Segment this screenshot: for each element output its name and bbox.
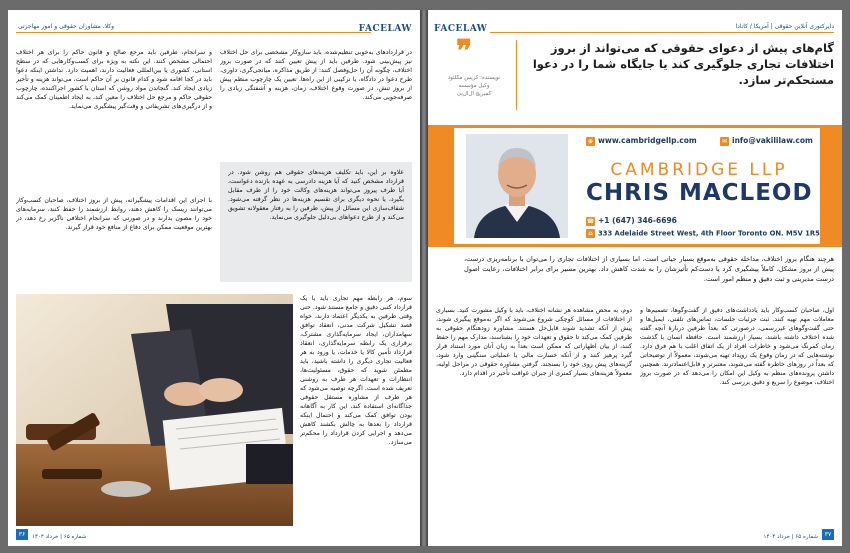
ad-email[interactable]: info@vakililaw.com [732,136,813,145]
phone-icon: ☎ [586,217,595,225]
ad-card [454,128,820,244]
court-gavel-photo [16,294,293,526]
lawyer-portrait [466,134,568,238]
article-title: گام‌های پیش از دعوای حقوقی که می‌تواند از بروز اختلافات تجاری جلوگیری کند یا جایگاه شما را در دعوا مستحکم‌تر سازد. [532,41,834,87]
ad-phone[interactable]: +1 (647) 346-6696 [598,216,677,225]
mail-icon: ✉ [721,137,728,145]
footer-issue: شماره ۶۵ | خرداد ۱۴۰۴ [763,534,818,540]
email-row [720,136,813,146]
ad-firm-name: CAMBRIDGE LLP [610,160,788,180]
court-gavel-illustration [16,294,293,526]
header-rule [16,32,371,33]
header-brand: FACELAW [358,24,412,34]
highlight-box-text: علاوه بر این، باید تکلیف هزینه‌های حقوقی هم روشن شود. در قرارداد مشخص کنید که آیا هزینه دادرسی به عهده بازنده دعواست، آیا طرف پیروز می‌تواند هزینه‌های وکالت خود را از طرف مقابل بگیرد، یا نحوه دیگری برای تقسیم هزینه‌ها در نظر گرفته می‌شود. شفاف‌سازی این مسائل از پیش، طرفین را به رفتار معقولانه تشویق می‌کند و از طرح دعواهای بی‌دلیل جلوگیری می‌نماید. [228,169,404,221]
article-column-second: دوم، به محض مشاهده هر نشانه اختلاف، باید با وکیل مشورت کنید. بسیاری از اختلافات از مسائل کوچکی شروع می‌شوند که اگر به‌موقع پیگیری شوند، پیش از آنکه تشدید شوند قابل‌حل هستند. مشاوره زودهنگام حقوقی به طرفین کمک می‌کند تا حقوق و تعهدات خود را بشناسند، مدارک مهم را حفظ کنند، از بیان اظهاراتی که ممکن است بعداً به زیان آنان مورد استناد قرار گیرد پرهیز کنند و از آنکه خسارت مالی یا عملیاتی سنگینی وارد شود، گزینه‌های پیش روی خود را بسنجند. گرفتن مشاوره حقوقی در مراحل اولیه، معمولاً هزینه‌های بسیار کمتری از جبران عواقب تأخیر در اقدام دارد. [436,307,632,377]
article-intro: هرچند هنگام بروز اختلاف، مداخله حقوقی به‌موقع بسیار حیاتی است، اما بسیاری از اختلافات تجاری را می‌توان با برنامه‌ریزی درست، پیش از بروز مشکل، کاملاً پیشگیری کرد یا دست‌کم تأثیرشان را به شدت کاهش داد. بهترین مسیر برای برابر اختلافات، رعایت اصول درست مدیریتی و ثبت دقیق و منظم امور است. [464,255,834,283]
author-firm: کمبریج ال‌ال‌پی [456,91,492,97]
page-number: ۳۷ [822,529,834,540]
left-page [8,10,420,546]
article-column-right-top: در قراردادهای به‌خوبی تنظیم‌شده، باید سازوکار مشخصی برای حل اختلاف نیز پیش‌بینی شود. طرفین باید از پیش تعیین کنند که در صورت بروز اختلاف، چگونه آن را حل‌وفصل کنند: از طریق مذاکره، میانجی‌گری، داوری، طرح دعوا در دادگاه، یا ترکیبی از این راه‌ها. تعیین یک چارچوب منظم پیش از بروز تنش، در صورت وقوع اختلاف، زمان، هزینه و آشفتگی زیادی را صرفه‌جویی می‌کند. [220,49,412,101]
header-section-label: دایرکتوری آنلاین حقوقی | آمریکا / کانادا [735,23,834,30]
author-role: وکیل مؤسسه [458,83,490,89]
portrait-illustration [466,134,568,238]
ad-address: 333 Adelaide Street West, 4th Floor Toronto ON. M5V 1R5 [598,229,820,238]
highlight-box [220,162,412,282]
article-column-first: اول، صاحبان کسب‌وکار باید یادداشت‌های دقیق از گفت‌وگوها، تصمیم‌ها و معاملات مهم تهیه کنند. ثبت جزئیات جلسات، تماس‌های تلفنی، ایمیل‌ها و حتی گفت‌وگوهای غیررسمی، درصورتی که بعداً طرفین دربارهٔ آنچه گفته شده اختلاف داشته باشند، بسیار ارزشمند است. حافظه انسان با گذشت زمان کمرنگ می‌شود و خاطرات افراد از یک اتفاق اغلب با هم فرق دارد. نوشته‌هایی که در زمان وقوع یک رویداد تهیه می‌شوند، معمولاً از توضیحاتی که بعداً در روزهای خاطره گفته می‌شوند، معتبرتر و قابل‌اعتمادترند. همچنین داشتن پرونده‌های منظم به وکیل این امکان را می‌دهد که در صورت بروز اختلاف، موضوع را سریع و دقیق بررسی کند. [640,307,834,386]
quote-divider [516,40,517,110]
magazine-spine [420,10,428,546]
right-page [428,10,842,546]
article-column-photo-side: سوم، هر رابطه مهم تجاری باید با یک قرارداد کتبی دقیق و جامع مستند شود. حتی وقتی طرفین به یکدیگر اعتماد دارند، خواه قصد تشکیل شرکت مدنی، انعقاد توافق سهامداران، ایجاد سرمایه‌گذاری مشترک، برقراری یک رابطه سرمایه‌گذاری، انعقاد قرارداد تأمین کالا یا خدمات، یا ورود به هر فعالیت تجاری دیگری را داشته باشید، باید مطمئن شوید که حقوق، مسئولیت‌ها، انتظارات و تعهدات هر طرف به روشنی تعریف شده است. اگرچه توصیه می‌شود که هر طرف از مشاوره مستقل حقوقی جداگانه‌ای استفاده کند، این کار به آگاهانه بودن توافق کمک می‌کند و احتمال اینکه قرارداد را بعدها به چالش بکشند کاهش می‌دهد و اجرایی کردن قرارداد را محکم‌تر می‌سازد. [300,295,412,446]
address-row [586,229,820,238]
footer-issue: شماره ۶۵ | خرداد ۱۴۰۴ [32,534,87,540]
ad-website[interactable]: www.cambridgellp.com [598,136,697,145]
author-name: نویسنده: کریس مکلئود [447,75,501,81]
article-column-left-top: و سرانجام، طرفین باید مرجع صالح و قانون حاکم را برای هر اختلاف احتمالی مشخص کنند. این نکته به ویژه برای کسب‌وکارهایی که در سطح استانی، کشوری یا بین‌المللی فعالیت دارند، اهمیت دارد. نداشتن اینکه دعوا باید در کجا اقامه شود و کدام قانون بر آن حاکم است، می‌تواند هزینه و تأخیر زیادی ایجاد کند. گنجاندن مواد روشن که استان یا کشور اجراکننده، چارچوب حقوقی حاکم و مرجع حل اختلاف را معین کند، به ایجاد اطمینان کمک می‌کند و از درگیری‌های تشریفاتی و وقت‌گیر پیشگیری می‌نماید. [16,49,212,110]
header-brand: FACELAW [434,24,488,34]
website-row [586,136,697,146]
location-icon: ⌂ [586,229,595,238]
header-rule [490,32,834,33]
phone-row [586,216,677,226]
article-column-left-bottom: با اجرای این اقدامات پیشگیرانه، پیش از بروز اختلاف، صاحبان کسب‌وکار می‌توانند ریسک را کاهش دهند، روابط ارزشمند را حفظ کنند، سرمایه‌های خود را مصون بدارند و در صورتی که سرانجام اختلافی ناگزیر رخ دهد، در بهترین موقعیت ممکن برای دفاع از منافع خود قرار گیرند. [16,197,212,231]
quote-mark-icon: ❞ [456,34,473,69]
globe-icon: ⊕ [587,137,594,145]
author-credit [438,74,510,98]
header-section-label: وکلا، مشاوران حقوقی و امور مهاجرتی [18,23,115,30]
ad-lawyer-name: CHRIS MACLEOD [586,180,813,206]
page-number: ۳۶ [16,529,28,540]
